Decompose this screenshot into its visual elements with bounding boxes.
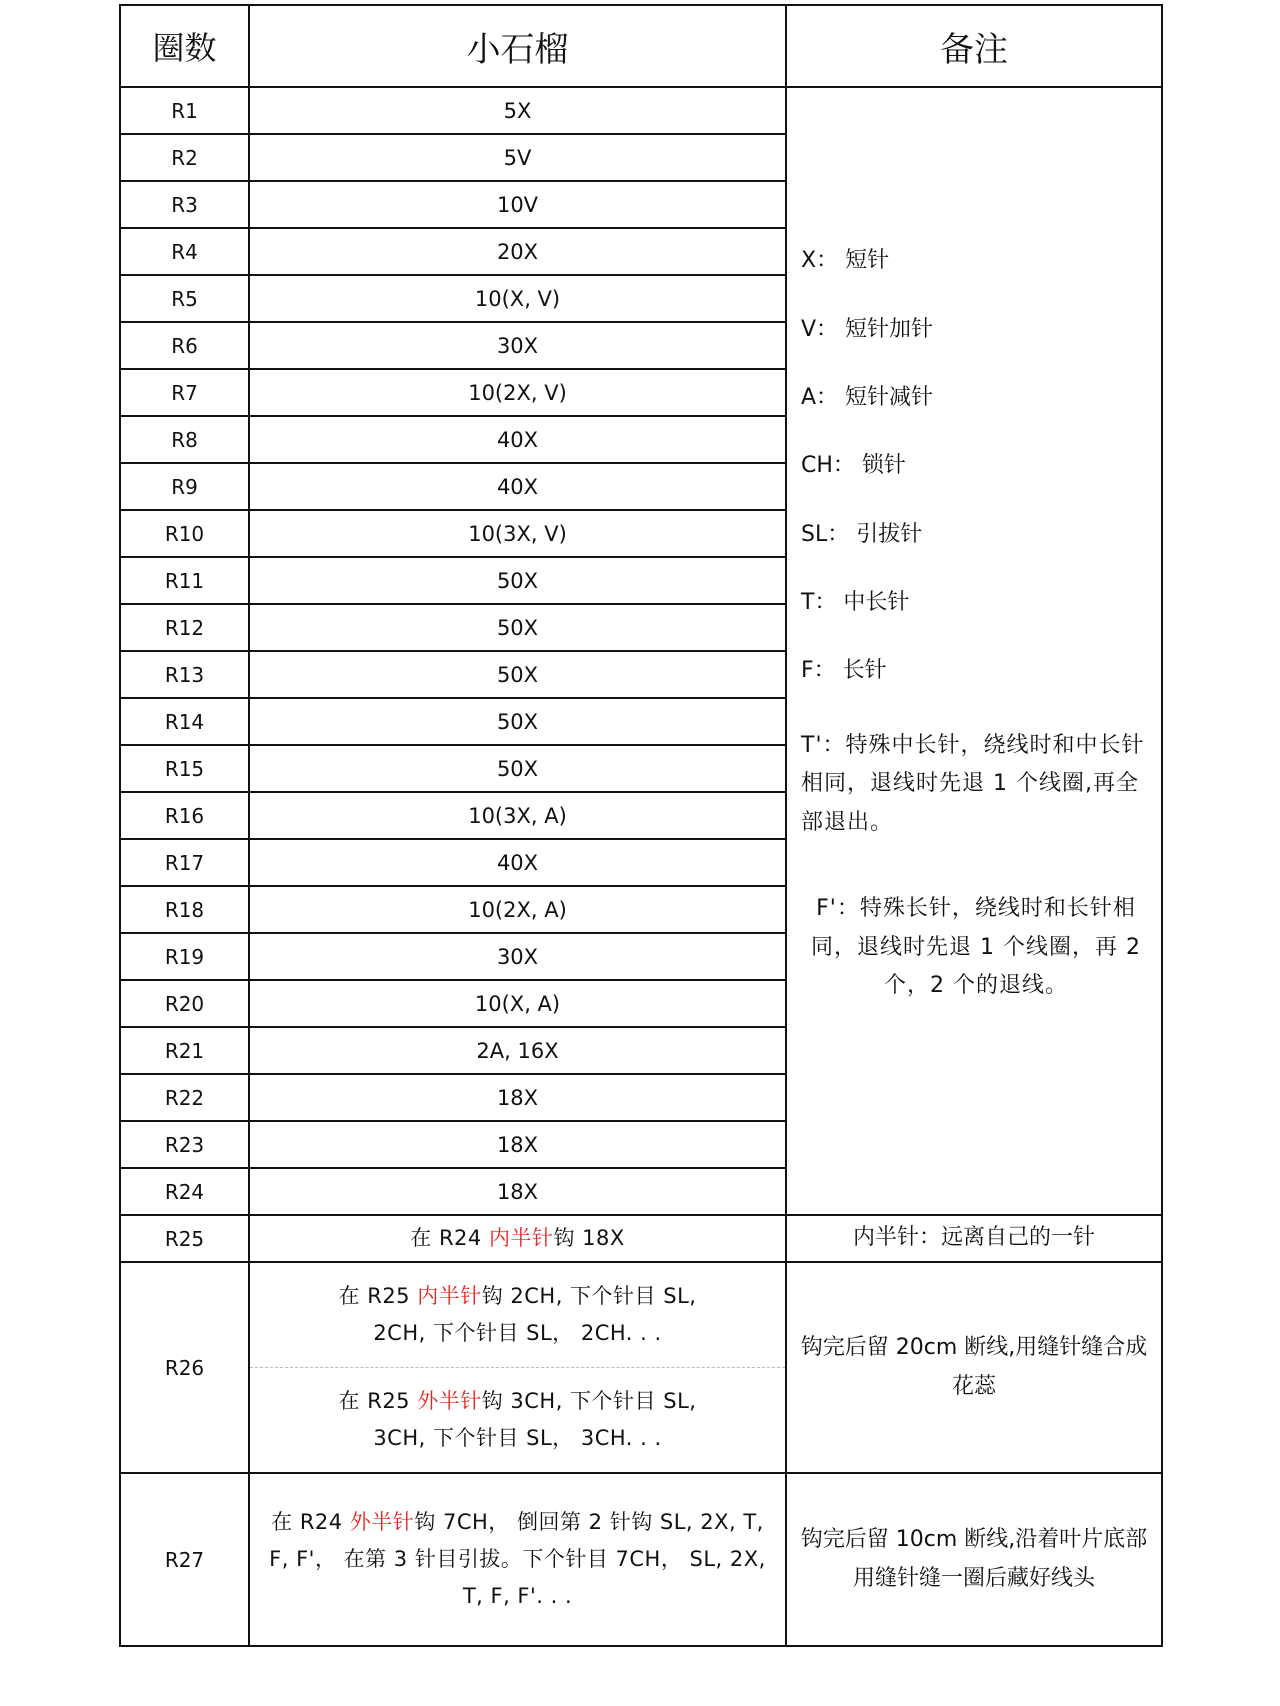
pattern-cell: 50X: [249, 557, 786, 604]
pattern-cell: 10(2X, V): [249, 369, 786, 416]
highlight-text: 内半针: [488, 1226, 554, 1251]
round-cell: R21: [120, 1027, 249, 1074]
pattern-cell: 50X: [249, 698, 786, 745]
round-cell: R16: [120, 792, 249, 839]
pattern-cell: 5V: [249, 134, 786, 181]
round-cell: R3: [120, 181, 249, 228]
round-cell: R22: [120, 1074, 249, 1121]
round-cell: R26: [120, 1262, 249, 1473]
round-cell: R7: [120, 369, 249, 416]
header-notes: 备注: [786, 5, 1162, 87]
round-cell: R2: [120, 134, 249, 181]
table-row-r26: [120, 1262, 1162, 1473]
round-cell: R24: [120, 1168, 249, 1215]
text: 钩 7CH， 倒回第 2 针钩 SL, 2X, T, F, F'， 在第 3 针目引拔。下个针目 7CH， SL, 2X, T, F, F'. . .: [269, 1510, 766, 1608]
legend-sl: SL： 引拔针: [801, 521, 923, 547]
pattern-cell: 10V: [249, 181, 786, 228]
header-row: [120, 5, 1162, 87]
round-cell: R10: [120, 510, 249, 557]
round-cell: R23: [120, 1121, 249, 1168]
pattern-cell: 2A, 16X: [249, 1027, 786, 1074]
pattern-cell: 10(X, V): [249, 275, 786, 322]
pattern-cell: 18X: [249, 1121, 786, 1168]
round-cell: R14: [120, 698, 249, 745]
text: 在 R25: [338, 1389, 418, 1414]
pattern-cell: 10(3X, V): [249, 510, 786, 557]
text: 2CH, 下个针目 SL， 2CH. . .: [373, 1321, 662, 1345]
text: 在 R24: [410, 1226, 489, 1251]
note-cell: 钩完后留 20cm 断线,用缝针缝合成花蕊: [786, 1262, 1162, 1473]
variant-outer: [250, 1368, 785, 1472]
pattern-cell: 18X: [249, 1168, 786, 1215]
text: 钩 2CH, 下个针目 SL,: [481, 1284, 697, 1309]
pattern-cell: 40X: [249, 463, 786, 510]
pattern-cell: 20X: [249, 228, 786, 275]
legend-v: V： 短针加针: [801, 316, 934, 342]
legend-x: X： 短针: [801, 248, 890, 274]
round-cell: R1: [120, 87, 249, 134]
highlight-text: 外半针: [349, 1510, 415, 1535]
note-cell: 钩完后留 10cm 断线,沿着叶片底部用缝针缝一圈后藏好线头: [786, 1473, 1162, 1646]
round-cell: R11: [120, 557, 249, 604]
pattern-cell: 10(3X, A): [249, 792, 786, 839]
round-cell: R6: [120, 322, 249, 369]
crochet-pattern-table: [119, 4, 1163, 1647]
pattern-cell: [249, 1262, 786, 1473]
legend-t: T： 中长针: [801, 590, 910, 616]
pattern-cell: 40X: [249, 416, 786, 463]
table-row-r27: [120, 1473, 1162, 1646]
text: 钩 18X: [553, 1226, 625, 1251]
legend-f-prime: F'：特殊长针，绕线时和长针相同，退线时先退 1 个线圈，再 2 个，2 个的退线。: [811, 896, 1141, 999]
table-row: [120, 87, 1162, 134]
round-cell: R27: [120, 1473, 249, 1646]
legend-f: F： 长针: [801, 658, 887, 684]
round-cell: R5: [120, 275, 249, 322]
legend-ch: CH： 锁针: [801, 453, 906, 479]
round-cell: R17: [120, 839, 249, 886]
header-round: 圈数: [120, 5, 249, 87]
pattern-cell: [249, 1215, 786, 1262]
pattern-cell: 40X: [249, 839, 786, 886]
text: 在 R24: [271, 1510, 350, 1535]
text: 3CH, 下个针目 SL， 3CH. . .: [373, 1426, 662, 1450]
pattern-cell: 18X: [249, 1074, 786, 1121]
pattern-cell: 10(X, A): [249, 980, 786, 1027]
legend-t-prime: T'：特殊中长针，绕线时和中长针相同，退线时先退 1 个线圈,再全部退出。: [801, 732, 1145, 835]
round-cell: R4: [120, 228, 249, 275]
header-pattern: 小石榴: [249, 5, 786, 87]
round-cell: R19: [120, 933, 249, 980]
stitch-legend: [786, 87, 1162, 1215]
note-cell: 内半针：远离自己的一针: [786, 1215, 1162, 1262]
round-cell: R13: [120, 651, 249, 698]
round-cell: R25: [120, 1215, 249, 1262]
pattern-cell: 50X: [249, 651, 786, 698]
highlight-text: 内半针: [417, 1284, 482, 1309]
round-cell: R12: [120, 604, 249, 651]
pattern-cell: 10(2X, A): [249, 886, 786, 933]
legend-a: A： 短针减针: [801, 384, 934, 410]
round-cell: R18: [120, 886, 249, 933]
round-cell: R20: [120, 980, 249, 1027]
pattern-cell: 50X: [249, 745, 786, 792]
pattern-cell: [249, 1473, 786, 1646]
variant-inner: [250, 1263, 785, 1368]
pattern-cell: 30X: [249, 322, 786, 369]
round-cell: R8: [120, 416, 249, 463]
pattern-cell: 30X: [249, 933, 786, 980]
text: 钩 3CH, 下个针目 SL,: [481, 1389, 697, 1414]
pattern-cell: 50X: [249, 604, 786, 651]
round-cell: R9: [120, 463, 249, 510]
highlight-text: 外半针: [417, 1389, 482, 1414]
round-cell: R15: [120, 745, 249, 792]
text: 在 R25: [338, 1284, 418, 1309]
table-row-r25: [120, 1215, 1162, 1262]
pattern-cell: 5X: [249, 87, 786, 134]
